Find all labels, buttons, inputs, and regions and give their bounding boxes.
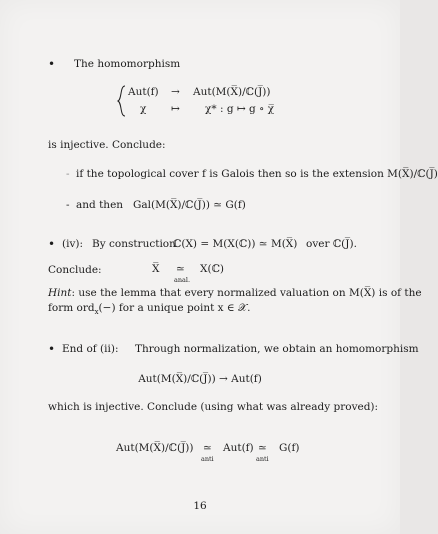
hint-text-3: (−) for a unique point x ∈ 𝒳. [98, 302, 251, 314]
map-row2-left: χ [140, 103, 147, 115]
bullet-1: • [48, 57, 56, 71]
dash-1: - [66, 168, 70, 180]
final-relation-1: ≃ [203, 442, 212, 454]
hint-text-2: form ord [48, 302, 95, 314]
iv-over: over ℂ(J̅). [306, 238, 357, 250]
hint-label: Hint [48, 287, 72, 299]
hint-line-1 [48, 287, 422, 300]
map-row2-arrow: ↦ [171, 103, 180, 115]
gal-formula: Gal(M(X̅)/ℂ(J̅)) ≃ G(f) [133, 199, 246, 211]
page-number: 16 [193, 500, 207, 512]
conclude-relation: ≃ [176, 263, 185, 275]
hint-line-2 [48, 302, 250, 319]
conclude-subscript: anal. [174, 276, 191, 284]
bullet-end: • [48, 342, 56, 356]
bullet-1-text: The homomorphism [74, 58, 181, 70]
map-row2-right: χ* : g ↦ g ∘ χ̅ [205, 103, 274, 115]
iv-text: By construction [92, 238, 176, 250]
map-row1-right: Aut(M(X̅)/ℂ(J̅)) [193, 86, 271, 98]
final-right: G(f) [279, 442, 300, 454]
which-line: which is injective. Conclude (using what was already proved): [48, 401, 379, 413]
conclude-label: Conclude: [48, 264, 102, 276]
iv-formula: ℂ(X) = M(X(ℂ)) ≃ M(X̅) [173, 238, 298, 250]
final-subscript-1: anti [201, 455, 214, 463]
end-text: Through normalization, we obtain an homomorphism [135, 343, 419, 355]
sub-item-galois: if the topological cover f is Galois then so is the extension M(X̅)/ℂ(J̅) [76, 168, 438, 180]
sub-item-and-then: and then [76, 199, 124, 211]
end-formula: Aut(M(X̅)/ℂ(J̅)) → Aut(f) [138, 373, 262, 385]
dash-2: - [66, 199, 70, 211]
hint-text-1: : use the lemma that every normalized valuation on M(X̅) is of the [71, 287, 422, 299]
map-row1-left: Aut(f) [128, 86, 159, 98]
final-middle: Aut(f) [223, 442, 254, 454]
bullet-iv: • [48, 237, 56, 251]
conclude-left: X̅ [152, 263, 160, 275]
final-relation-2: ≃ [258, 442, 267, 454]
map-row1-arrow: → [171, 86, 180, 98]
hint-subscript: x [94, 308, 99, 316]
iv-label: (iv): [62, 238, 84, 250]
final-left: Aut(M(X̅)/ℂ(J̅)) [116, 442, 194, 454]
injective-line: is injective. Conclude: [48, 139, 166, 151]
end-label: End of (ii): [62, 343, 119, 355]
left-brace [117, 85, 127, 117]
final-subscript-2: anti [256, 455, 269, 463]
conclude-right: X(ℂ) [200, 263, 225, 275]
